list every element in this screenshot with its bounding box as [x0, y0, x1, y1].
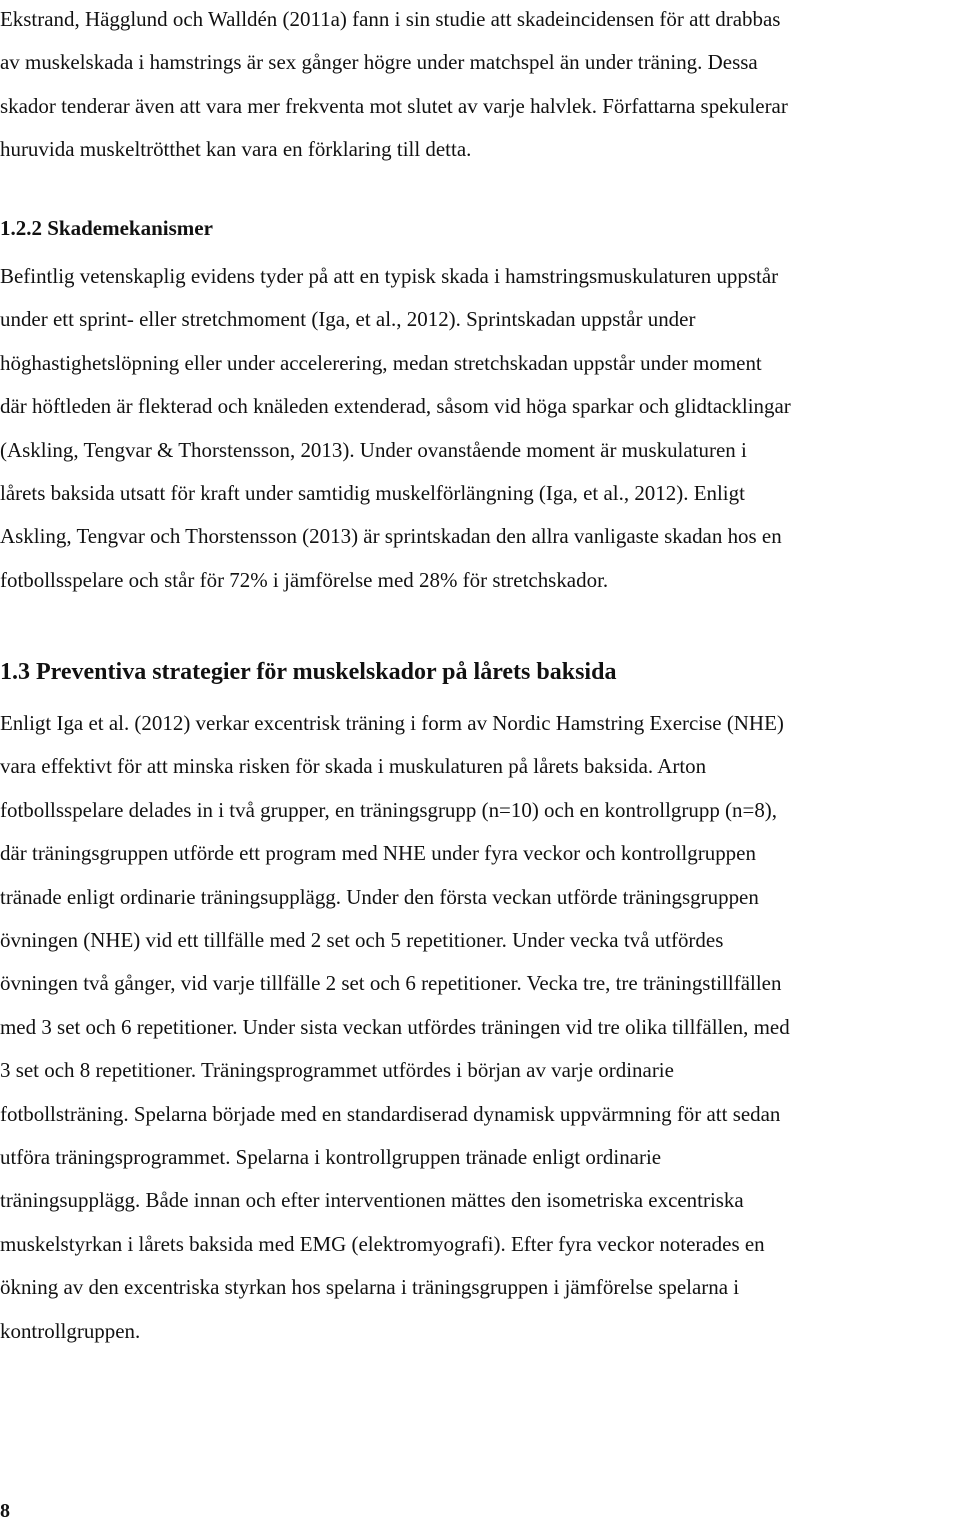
text-line: skador tenderar även att vara mer frekventa mot slutet av varje halvlek. Författarna spekulerar [0, 93, 788, 118]
paragraph-skademekanismer [0, 255, 960, 602]
text-line: lårets baksida utsatt för kraft under samtidig muskelförlängning (Iga, et al., 2012). Enligt [0, 481, 745, 506]
paragraph-preventiva-strategier [0, 702, 960, 1353]
text-line: huruvida muskeltrötthet kan vara en förklaring till detta. [0, 137, 472, 162]
text-line: kontrollgruppen. [0, 1318, 141, 1343]
text-line: övningen (NHE) vid ett tillfälle med 2 set och 5 repetitioner. Under vecka två utfördes [0, 928, 724, 953]
text-line: fotbollsspelare och står för 72% i jämförelse med 28% för stretchskador. [0, 567, 609, 592]
section-heading-preventiva-strategier: 1.3 Preventiva strategier för muskelskador på lårets baksida [0, 659, 617, 685]
section-heading-skademekanismer: 1.2.2 Skademekanismer [0, 216, 213, 240]
text-line: under ett sprint- eller stretchmoment (Iga, et al., 2012). Sprintskadan uppstår under [0, 307, 696, 332]
paragraph-hamstring-incidence [0, 0, 960, 172]
text-line: av muskelskada i hamstrings är sex gånger högre under matchspel än under träning. Dessa [0, 50, 758, 75]
text-line: ökning av den excentriska styrkan hos spelarna i träningsgruppen i jämförelse spelarna i [0, 1275, 740, 1300]
text-line: fotbollsspelare delades in i två grupper, en träningsgrupp (n=10) och en kontrollgrupp (n=8), [0, 797, 778, 822]
text-line: Befintlig vetenskaplig evidens tyder på att en typisk skada i hamstringsmuskulaturen uppstår [0, 264, 779, 288]
text-line: höghastighetslöpning eller under accelerering, medan stretchskadan uppstår under moment [0, 350, 762, 375]
text-line: där träningsgruppen utförde ett program med NHE under fyra veckor och kontrollgruppen [0, 841, 756, 866]
text-line: tränade enligt ordinarie träningsupplägg. Under den första veckan utförde träningsgruppen [0, 884, 759, 909]
text-line: 3 set och 8 repetitioner. Träningsprogrammet utfördes i början av varje ordinarie [0, 1058, 674, 1083]
text-line: muskelstyrkan i lårets baksida med EMG (elektromyografi). Efter fyra veckor noterades en [0, 1231, 765, 1256]
text-line: där höftleden är flekterad och knäleden extenderad, såsom vid höga sparkar och glidtacklingar [0, 394, 791, 419]
text-line: fotbollsträning. Spelarna började med en standardiserad dynamisk uppvärmning för att sedan [0, 1101, 781, 1126]
text-line: Askling, Tengvar och Thorstensson (2013) är sprintskadan den allra vanligaste skadan hos en [0, 524, 782, 549]
text-line: träningsupplägg. Både innan och efter interventionen mättes den isometriska excentriska [0, 1188, 744, 1213]
text-line: Enligt Iga et al. (2012) verkar excentrisk träning i form av Nordic Hamstring Exercise (NHE) [0, 711, 784, 735]
page-number: 8 [0, 1500, 10, 1522]
text-line: övningen två gånger, vid varje tillfälle 2 set och 6 repetitioner. Vecka tre, tre träningstillfällen [0, 971, 782, 996]
text-line: (Askling, Tengvar & Thorstensson, 2013). Under ovanstående moment är muskulaturen i [0, 437, 747, 462]
text-line: utföra träningsprogrammet. Spelarna i kontrollgruppen tränade enligt ordinarie [0, 1145, 662, 1170]
text-line: vara effektivt för att minska risken för skada i muskulaturen på lårets baksida. Arton [0, 754, 707, 779]
text-line: med 3 set och 6 repetitioner. Under sista veckan utfördes träningen vid tre olika tillfällen, med [0, 1014, 790, 1039]
text-line: Ekstrand, Hägglund och Walldén (2011a) fann i sin studie att skadeincidensen för att drabbas [0, 7, 781, 31]
